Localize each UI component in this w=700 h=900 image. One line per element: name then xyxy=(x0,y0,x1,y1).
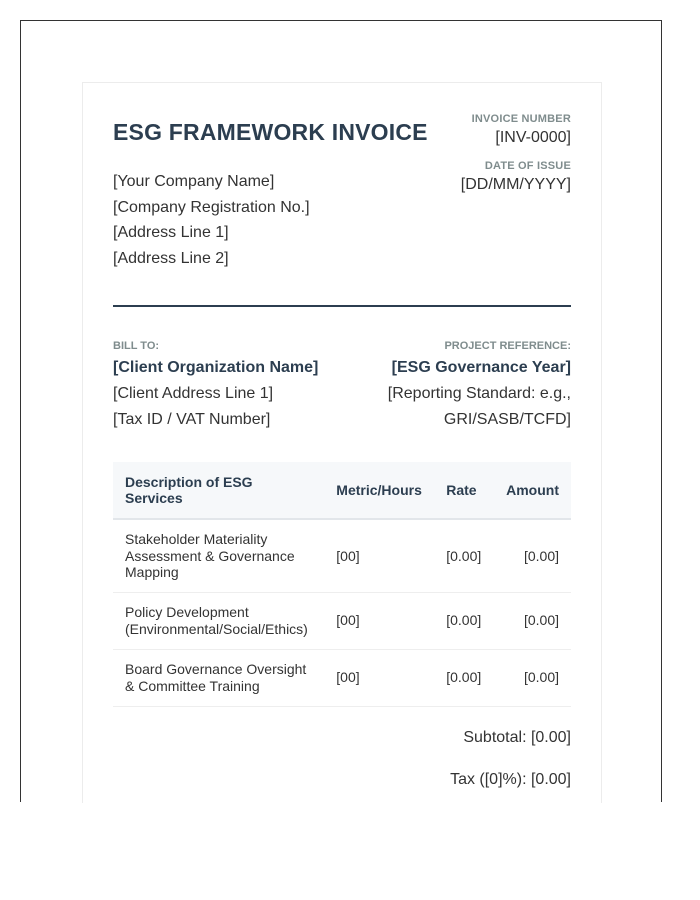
invoice-number-value: [INV-0000] xyxy=(495,129,571,146)
header-divider xyxy=(113,305,571,307)
date-of-issue-value: [DD/MM/YYYY] xyxy=(460,176,571,193)
subtotal: Subtotal: [0.00] xyxy=(463,729,571,746)
invoice-number-block xyxy=(461,113,571,147)
company-address-line-2: [Address Line 2] xyxy=(113,250,229,268)
client-name: [Client Organization Name] xyxy=(113,359,319,376)
services-table xyxy=(113,462,571,707)
invoice-meta xyxy=(461,113,571,194)
date-of-issue-label: DATE OF ISSUE xyxy=(484,160,571,172)
bill-to-section xyxy=(113,340,318,433)
row-metric: [00] xyxy=(324,592,434,649)
row-rate: [0.00] xyxy=(434,649,494,706)
page-frame xyxy=(20,20,662,802)
header-amount: Amount xyxy=(506,482,559,498)
project-reference-label: PROJECT REFERENCE: xyxy=(444,340,571,352)
table-header-row xyxy=(113,462,571,519)
company-address-line-1: [Address Line 1] xyxy=(113,224,229,242)
table-row xyxy=(113,649,571,706)
row-metric: [00] xyxy=(324,649,434,706)
row-description: Stakeholder Materiality Assessment & Governance Mapping xyxy=(113,519,324,592)
row-amount: [0.00] xyxy=(494,649,571,706)
invoice-sheet xyxy=(82,82,602,803)
table-row xyxy=(113,592,571,649)
client-tax-id: [Tax ID / VAT Number] xyxy=(113,411,271,428)
header-description: Description of ESG Services xyxy=(125,474,253,506)
project-governance-year: [ESG Governance Year] xyxy=(391,359,571,376)
company-registration: [Company Registration No.] xyxy=(113,198,310,216)
header-metric-hours: Metric/Hours xyxy=(336,482,422,498)
company-details xyxy=(113,169,310,272)
company-name: [Your Company Name] xyxy=(113,173,275,190)
invoice-title: ESG FRAMEWORK INVOICE xyxy=(113,119,428,145)
row-amount: [0.00] xyxy=(494,592,571,649)
date-of-issue-block xyxy=(461,160,571,194)
reporting-standard-line-1: [Reporting Standard: e.g., xyxy=(387,385,571,402)
invoice-number-label: INVOICE NUMBER xyxy=(471,113,571,125)
bill-to-label: BILL TO: xyxy=(113,340,160,352)
row-description: Board Governance Oversight & Committee Training xyxy=(113,649,324,706)
tax-total: Tax ([0]%): [0.00] xyxy=(450,771,571,788)
row-description: Policy Development (Environmental/Social/Ethics) xyxy=(113,592,324,649)
client-address-line-1: [Client Address Line 1] xyxy=(113,385,274,402)
project-reference-section xyxy=(388,340,571,433)
row-metric: [00] xyxy=(324,519,434,592)
totals-section xyxy=(450,729,571,789)
row-rate: [0.00] xyxy=(434,592,494,649)
reporting-standard-line-2: GRI/SASB/TCFD] xyxy=(443,411,571,428)
table-row xyxy=(113,519,571,592)
row-rate: [0.00] xyxy=(434,519,494,592)
header-rate: Rate xyxy=(446,482,477,498)
row-amount: [0.00] xyxy=(494,519,571,592)
